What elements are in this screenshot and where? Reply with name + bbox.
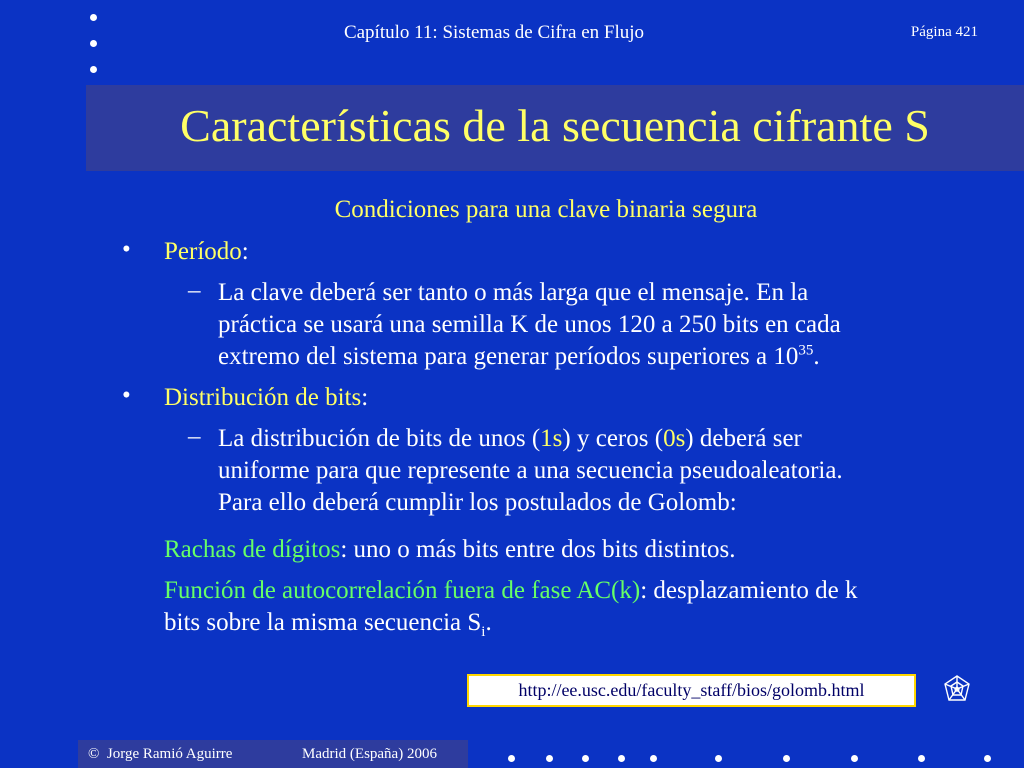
footer-author bbox=[88, 740, 232, 768]
page-number: Página 421 bbox=[910, 24, 978, 40]
periodo-text-line-3 bbox=[218, 341, 820, 373]
golomb-rachas bbox=[164, 534, 736, 566]
dot bbox=[618, 755, 625, 762]
distribucion-text-line-3: Para ello deberá cumplir los postulados de Golomb: bbox=[218, 489, 737, 516]
dot bbox=[984, 755, 991, 762]
distribucion-text-line-1 bbox=[218, 423, 802, 455]
author-name: Jorge Ramió Aguirre bbox=[106, 746, 233, 762]
text-span: bits sobre la misma secuencia S bbox=[164, 609, 482, 636]
dot bbox=[851, 755, 858, 762]
dot bbox=[783, 755, 790, 762]
golomb-autocorrelacion bbox=[164, 575, 858, 607]
bullet-periodo bbox=[164, 236, 249, 268]
dot bbox=[508, 755, 515, 762]
subscript: i bbox=[481, 624, 486, 640]
autocorrelacion-label: Función de autocorrelación fuera de fase AC(k) bbox=[164, 577, 641, 604]
slide-title: Características de la secuencia cifrante S bbox=[180, 100, 930, 151]
dash-marker: – bbox=[188, 423, 201, 450]
bullet-colon: : bbox=[241, 238, 249, 265]
text-span: . bbox=[813, 343, 820, 370]
text-span: ) deberá ser bbox=[685, 425, 802, 452]
bullet-label: Período bbox=[164, 238, 242, 265]
title-band bbox=[86, 85, 1024, 171]
golomb-autocorrelacion-line-2 bbox=[164, 607, 492, 639]
bullet-marker: • bbox=[122, 236, 131, 263]
ones-label: 1s bbox=[540, 425, 563, 452]
bullet-label: Distribución de bits bbox=[164, 384, 362, 411]
dot bbox=[650, 755, 657, 762]
distribucion-text-line-2: uniforme para que represente a una secuencia pseudoaleatoria. bbox=[218, 457, 843, 484]
dash-marker: – bbox=[188, 277, 201, 304]
golomb-link[interactable]: http://ee.usc.edu/faculty_staff/bios/golomb.html bbox=[467, 674, 916, 707]
copyright-symbol: © bbox=[88, 746, 100, 762]
footer-place: Madrid (España) 2006 bbox=[302, 746, 437, 762]
footer bbox=[78, 740, 468, 768]
chapter-title: Capítulo 11: Sistemas de Cifra en Flujo bbox=[343, 22, 645, 43]
dot bbox=[546, 755, 553, 762]
periodo-text-line-1: La clave deberá ser tanto o más larga que el mensaje. En la bbox=[218, 279, 809, 306]
zeros-label: 0s bbox=[663, 425, 686, 452]
bullet-colon: : bbox=[361, 384, 369, 411]
exponent: 35 bbox=[798, 342, 814, 359]
bullet-distribucion bbox=[164, 382, 368, 414]
text-span: extremo del sistema para generar períodos superiores a 10 bbox=[218, 343, 799, 370]
text-span: ) y ceros ( bbox=[562, 425, 664, 452]
periodo-text-line-2: práctica se usará una semilla K de unos 120 a 250 bits en cada bbox=[218, 311, 841, 338]
dot bbox=[90, 14, 97, 21]
web-icon[interactable] bbox=[942, 674, 972, 704]
bullet-marker: • bbox=[122, 382, 131, 409]
rachas-label: Rachas de dígitos bbox=[164, 536, 341, 563]
dot bbox=[582, 755, 589, 762]
dot bbox=[715, 755, 722, 762]
slide-subtitle: Condiciones para una clave binaria segura bbox=[334, 196, 758, 223]
text-span: La distribución de bits de unos ( bbox=[218, 425, 541, 452]
rachas-text: : uno o más bits entre dos bits distintos. bbox=[340, 536, 736, 563]
text-span: . bbox=[485, 609, 492, 636]
dot bbox=[918, 755, 925, 762]
autocorrelacion-text: : desplazamiento de k bbox=[640, 577, 858, 604]
dot bbox=[90, 66, 97, 73]
